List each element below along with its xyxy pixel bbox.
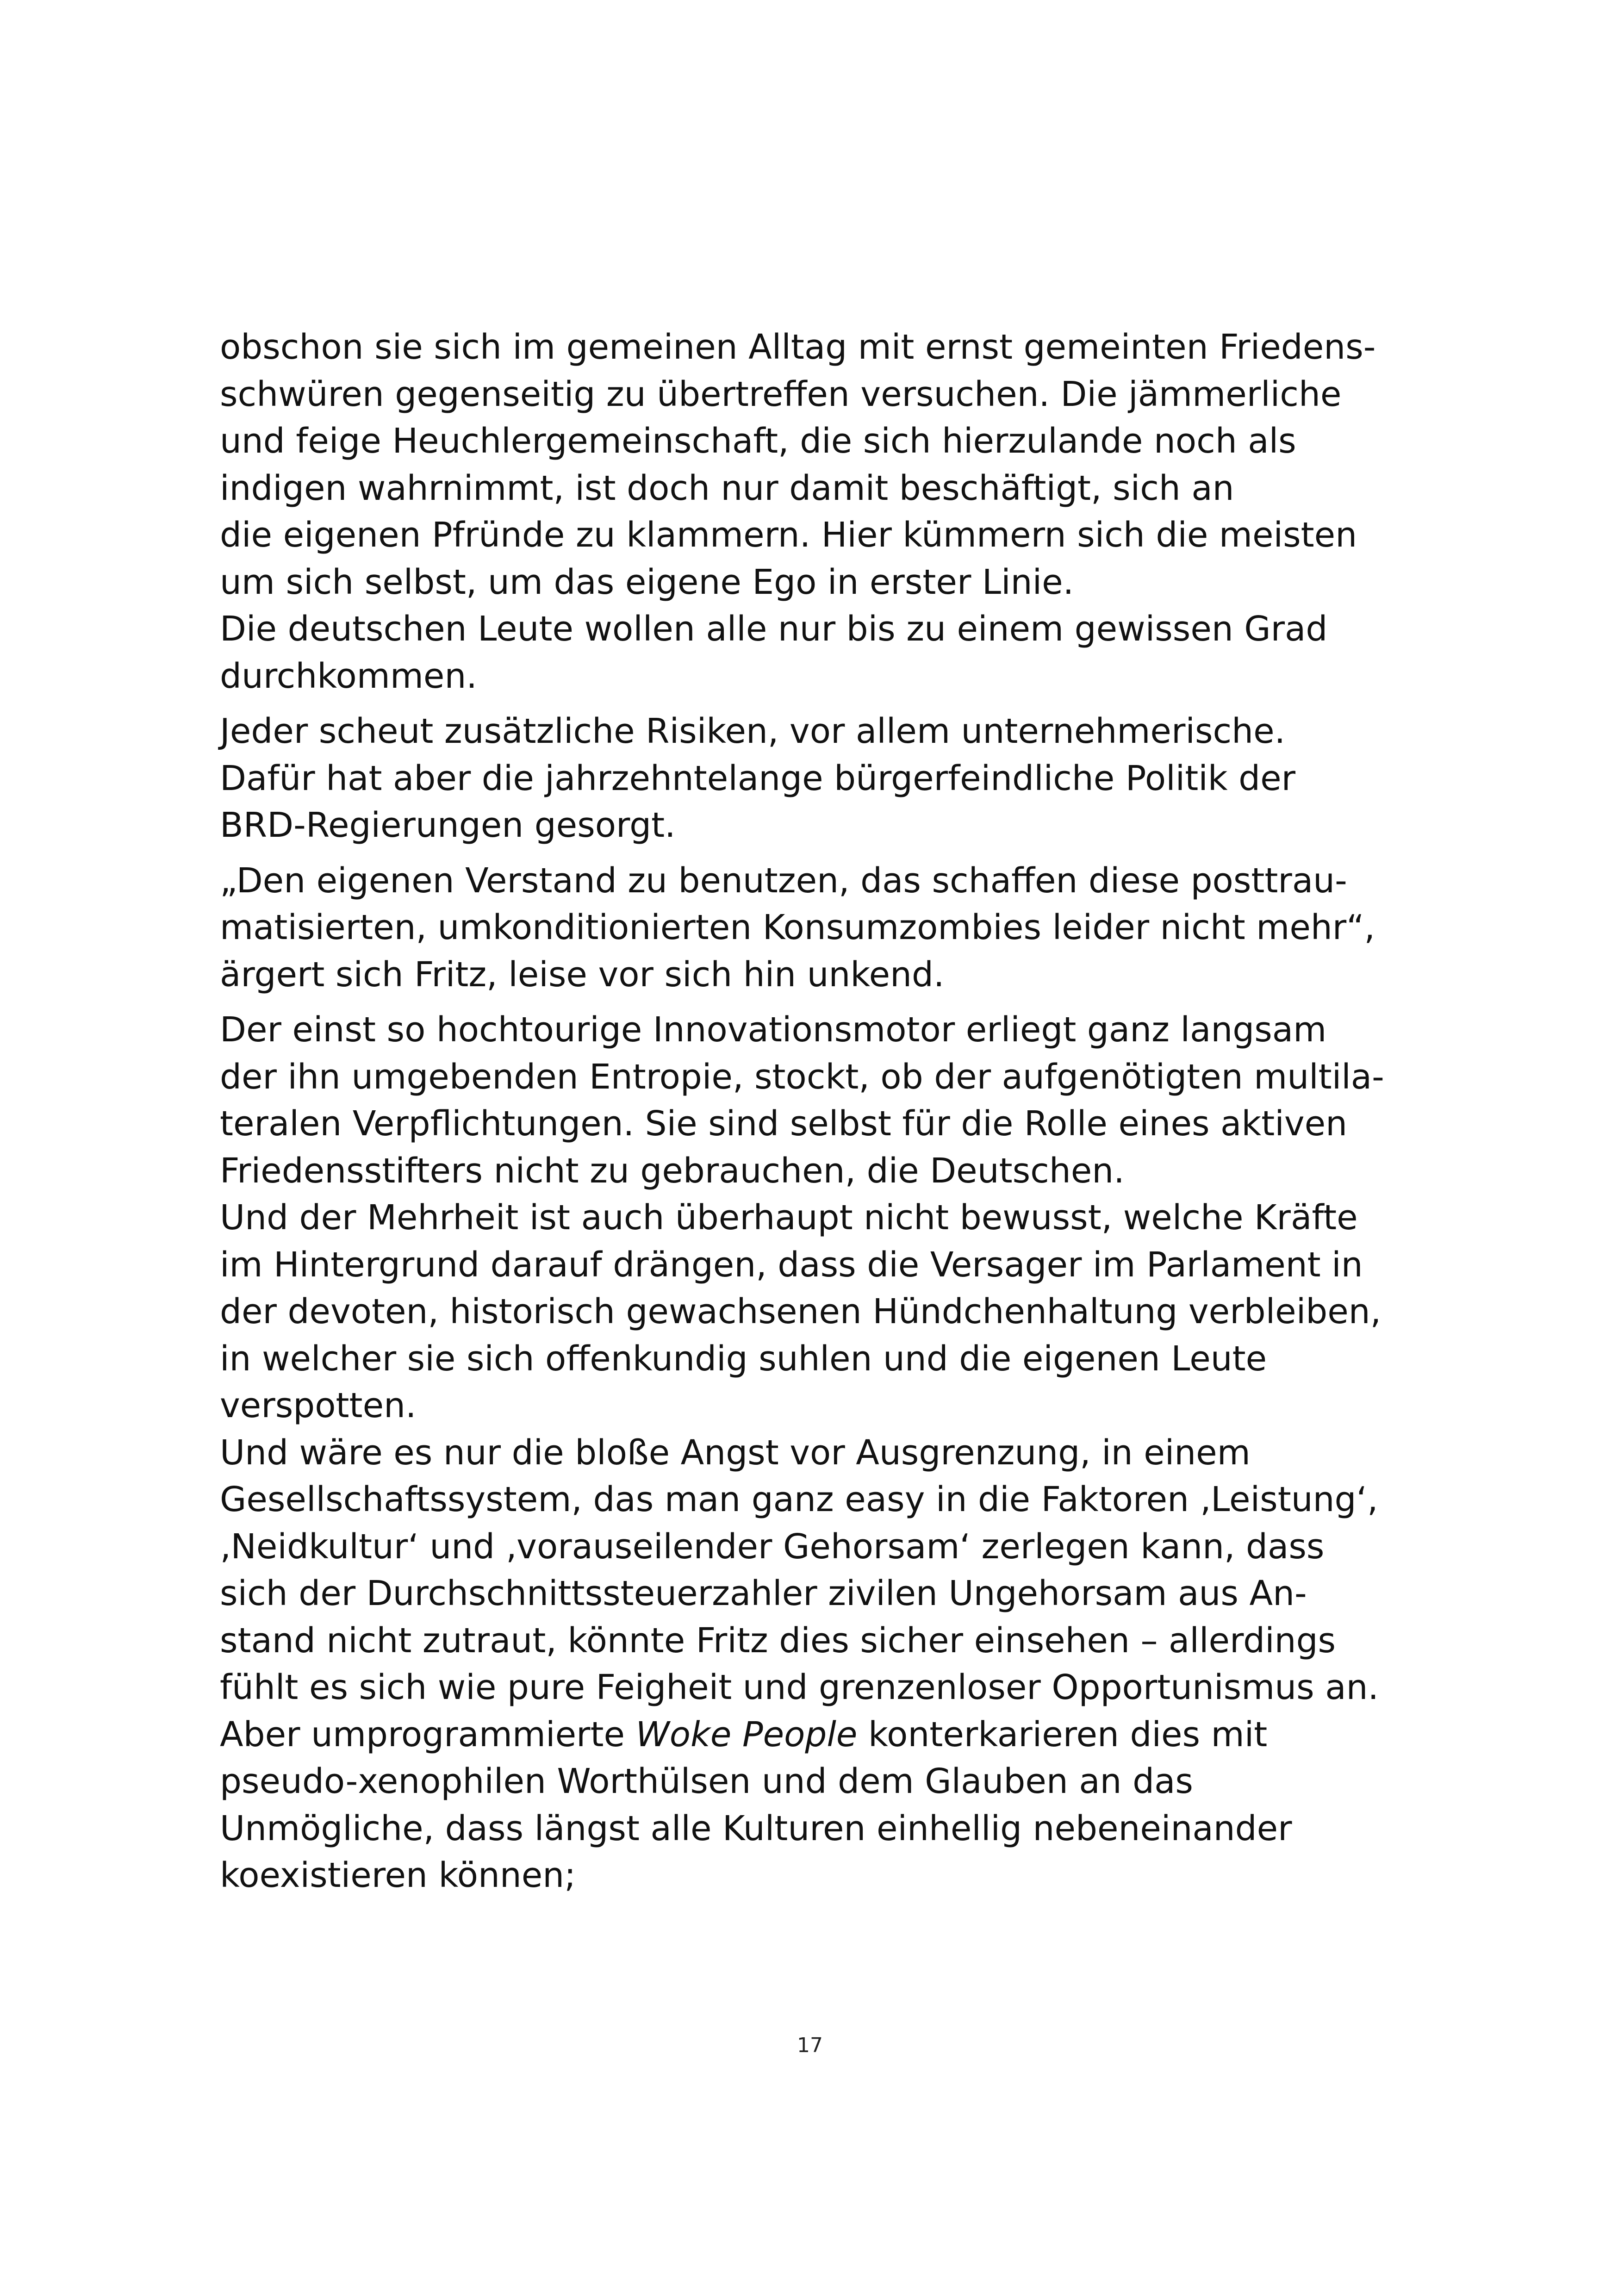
text-run: Aber umprogrammierte bbox=[220, 1714, 636, 1755]
text-line: pseudo-xenophilen Worthülsen und dem Glauben an das bbox=[220, 1761, 1193, 1801]
text-line: Jeder scheut zusätzliche Risiken, vor allem unternehmerische. bbox=[220, 711, 1286, 751]
text-line: ärgert sich Fritz, leise vor sich hin unkend. bbox=[220, 954, 945, 995]
text-line: Der einst so hochtourige Innovationsmotor erliegt ganz langsam bbox=[220, 1010, 1327, 1050]
paragraph bbox=[220, 858, 1423, 999]
text-line: der ihn umgebenden Entropie, stockt, ob der aufgenötigten multila- bbox=[220, 1057, 1384, 1097]
text-line: und feige Heuchlergemeinschaft, die sich hierzulande noch als bbox=[220, 421, 1296, 461]
text-line: teralen Verpflichtungen. Sie sind selbst für die Rolle eines aktiven bbox=[220, 1104, 1348, 1144]
text-line: koexistieren können; bbox=[220, 1855, 576, 1895]
text-run: konterkarieren dies mit bbox=[857, 1714, 1268, 1755]
paragraph bbox=[220, 1007, 1423, 1899]
text-line: die eigenen Pfründe zu klammern. Hier kümmern sich die meisten bbox=[220, 515, 1357, 555]
paragraph-spacing bbox=[220, 700, 1423, 708]
paragraph-spacing bbox=[220, 849, 1423, 858]
text-line: Die deutschen Leute wollen alle nur bis zu einem gewissen Grad bbox=[220, 609, 1328, 649]
text-line: Friedensstifters nicht zu gebrauchen, die Deutschen. bbox=[220, 1151, 1125, 1191]
page-number: 17 bbox=[797, 2034, 823, 2057]
text-line: ‚Neidkultur‘ und ‚vorauseilender Gehorsam‘ zerlegen kann, dass bbox=[220, 1526, 1325, 1567]
text-line: Dafür hat aber die jahrzehntelange bürgerfeindliche Politik der bbox=[220, 758, 1296, 798]
text-line: matisierten, umkonditionierten Konsumzombies leider nicht mehr“, bbox=[220, 908, 1375, 947]
text-line: um sich selbst, um das eigene Ego in erster Linie. bbox=[220, 562, 1074, 602]
text-line: BRD-Regierungen gesorgt. bbox=[220, 805, 676, 845]
text-line: schwüren gegenseitig zu übertreffen versuchen. Die jämmerliche bbox=[220, 374, 1342, 414]
text-line: „Den eigenen Verstand zu benutzen, das schaffen diese posttrau- bbox=[220, 860, 1347, 901]
text-line: indigen wahrnimmt, ist doch nur damit beschäftigt, sich an bbox=[220, 468, 1234, 508]
text-line: im Hintergrund darauf drängen, dass die Versager im Parlament in bbox=[220, 1244, 1363, 1285]
text-line-with-emphasis bbox=[220, 1711, 1423, 1759]
text-line: verspotten. bbox=[220, 1386, 417, 1425]
text-line: in welcher sie sich offenkundig suhlen und die eigenen Leute bbox=[220, 1338, 1267, 1379]
text-line: stand nicht zutraut, könnte Fritz dies sicher einsehen – allerdings bbox=[220, 1620, 1336, 1661]
text-line: Und wäre es nur die bloße Angst vor Ausgrenzung, in einem bbox=[220, 1432, 1251, 1473]
text-line: fühlt es sich wie pure Feigheit und grenzenloser Opportunismus an. bbox=[220, 1668, 1379, 1707]
text-line: der devoten, historisch gewachsenen Hündchenhaltung verbleiben, bbox=[220, 1292, 1382, 1332]
text-line: Gesellschaftssystem, das man ganz easy in die Faktoren ‚Leistung‘, bbox=[220, 1480, 1378, 1519]
paragraph bbox=[220, 708, 1423, 849]
text-line: durchkommen. bbox=[220, 656, 477, 696]
text-line: Und der Mehrheit ist auch überhaupt nicht bewusst, welche Kräfte bbox=[220, 1198, 1358, 1238]
body-text bbox=[220, 324, 1423, 1899]
text-line: sich der Durchschnittssteuerzahler zivilen Ungehorsam aus An- bbox=[220, 1574, 1307, 1613]
paragraph bbox=[220, 324, 1423, 700]
emphasized-term: Woke People bbox=[635, 1714, 858, 1755]
text-line: obschon sie sich im gemeinen Alltag mit ernst gemeinten Friedens- bbox=[220, 327, 1376, 367]
paragraph-spacing bbox=[220, 998, 1423, 1007]
text-line: Unmögliche, dass längst alle Kulturen einhellig nebeneinander bbox=[220, 1808, 1292, 1848]
